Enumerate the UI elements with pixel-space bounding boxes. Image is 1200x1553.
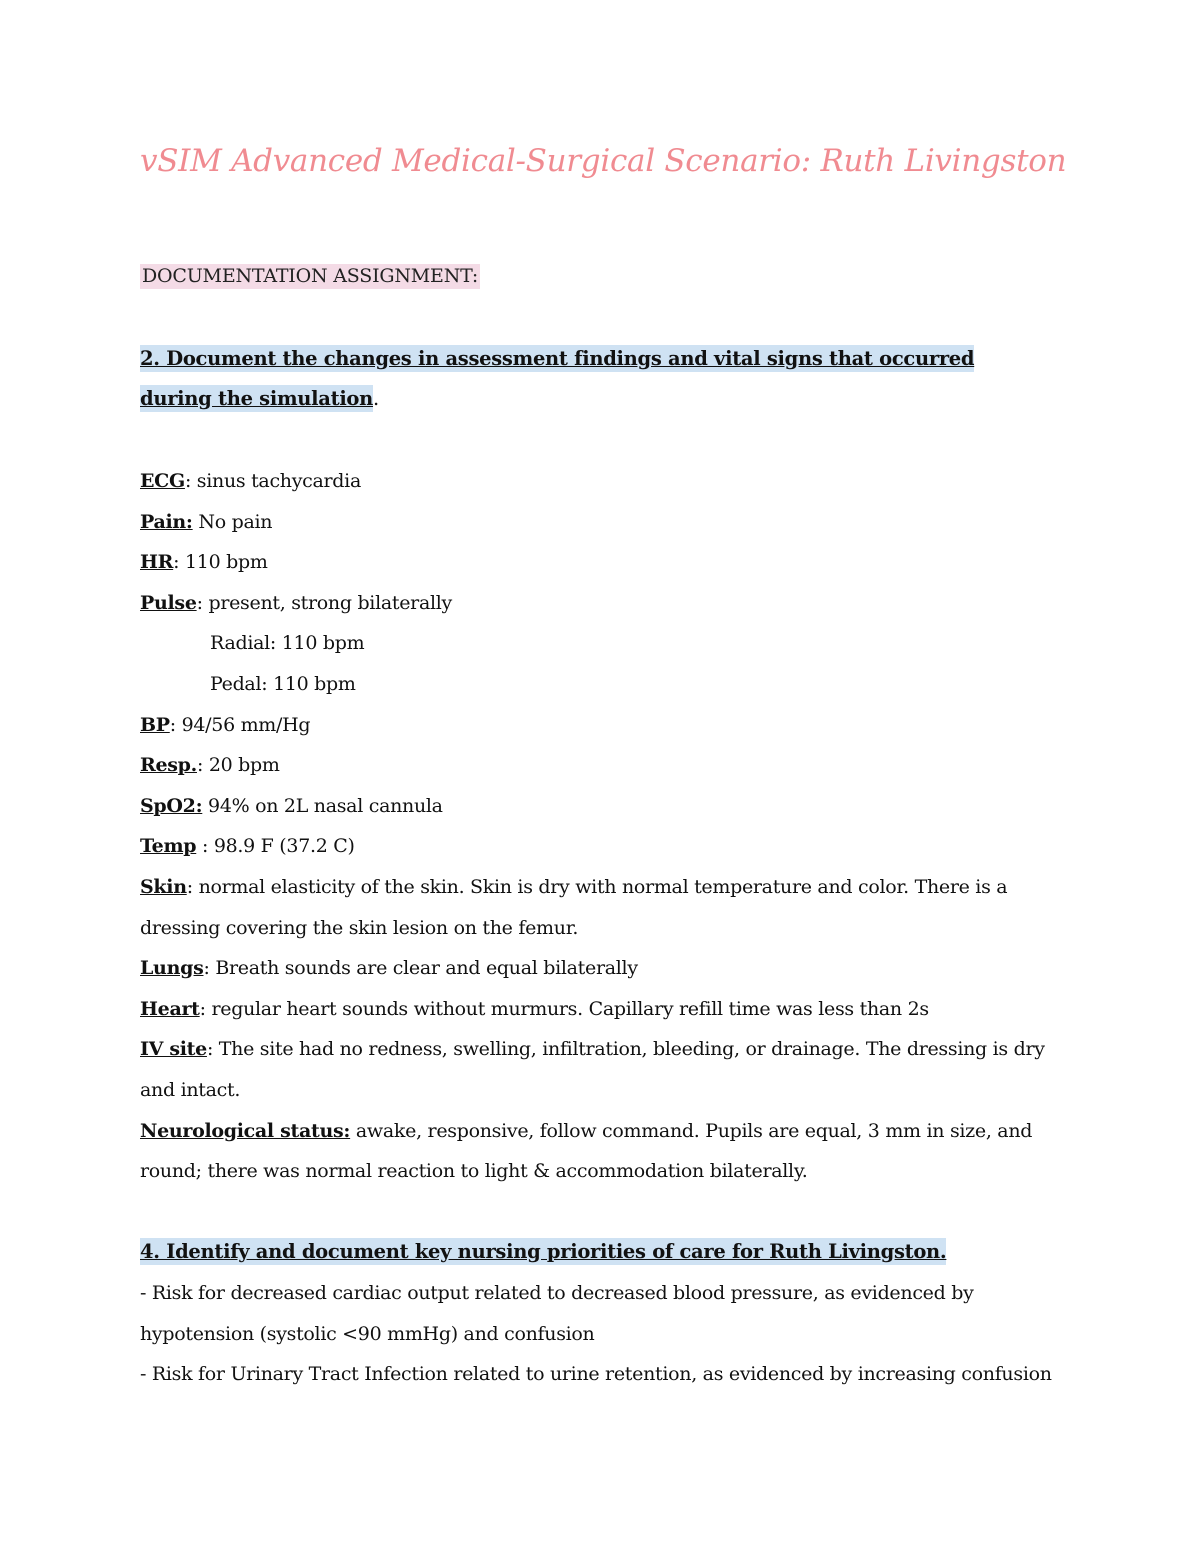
finding-text: 20 bpm — [203, 754, 280, 777]
finding-sep: : — [169, 713, 176, 736]
finding-spo2 — [140, 786, 1070, 827]
finding-text: 94/56 mm/Hg — [175, 713, 311, 736]
finding-text: present, strong bilaterally — [202, 591, 452, 614]
finding-neurological-status — [140, 1111, 1070, 1192]
finding-sep: : — [186, 875, 193, 898]
finding-text: regular heart sounds without murmurs. Capillary refill time was less than 2s — [205, 997, 929, 1020]
finding-label: Neurological status: — [140, 1119, 351, 1142]
finding-pulse — [140, 583, 1070, 624]
question-2-heading-text: 2. Document the changes in assessment findings and vital signs that occurred during the simulation — [140, 347, 975, 410]
finding-label: Skin — [140, 875, 187, 898]
priority-item: - Risk for Urinary Tract Infection related to urine retention, as evidenced by increasing confusion — [140, 1363, 1052, 1386]
finding-label: BP — [140, 713, 170, 736]
finding-label: Pulse — [140, 591, 197, 614]
finding-pain — [140, 502, 1070, 543]
document-title: vSIM Advanced Medical-Surgical Scenario: Ruth Livingston — [140, 143, 1067, 179]
assessment-findings — [140, 461, 1070, 1192]
finding-skin — [140, 867, 1070, 948]
finding-text: normal elasticity of the skin. Skin is dry with normal temperature and color. There is a dressing covering the skin lesion on the femur. — [140, 875, 1008, 939]
finding-bp — [140, 705, 1070, 746]
finding-label: Temp — [140, 835, 197, 858]
finding-sep: : — [196, 754, 204, 777]
finding-label: Lungs — [140, 957, 204, 980]
nursing-priorities — [140, 1273, 1070, 1395]
finding-label: IV site — [140, 1038, 207, 1061]
finding-label: Resp. — [140, 754, 197, 777]
question-2-heading-period: . — [373, 387, 379, 410]
finding-text: 98.9 F (37.2 C) — [208, 835, 355, 858]
finding-ecg — [140, 461, 1070, 502]
finding-iv-site — [140, 1029, 1070, 1110]
question-2-heading — [140, 339, 1040, 419]
finding-label: Heart — [140, 997, 200, 1020]
finding-label: Pain: — [140, 510, 193, 533]
finding-text: No pain — [192, 510, 273, 533]
finding-heart — [140, 989, 1070, 1030]
question-4-heading-text: 4. Identify and document key nursing priorities of care for Ruth Livingston. — [140, 1240, 947, 1263]
finding-sep: : — [196, 835, 209, 858]
finding-sep: : — [173, 551, 180, 574]
finding-temp — [140, 826, 1070, 867]
priority-item: - Risk for decreased cardiac output related to decreased blood pressure, as evidenced by hypotension (systolic <90 mmHg) and confusion — [140, 1282, 974, 1345]
finding-text: 94% on 2L nasal cannula — [202, 794, 443, 817]
finding-sep: : — [199, 997, 206, 1020]
finding-label: SpO2: — [140, 794, 203, 817]
finding-text: 110 bpm — [179, 551, 268, 574]
finding-lungs — [140, 948, 1070, 989]
question-4-heading — [140, 1232, 1040, 1272]
finding-sep: : — [203, 957, 210, 980]
finding-text: sinus tachycardia — [191, 470, 361, 492]
finding-resp — [140, 745, 1070, 786]
assignment-label: DOCUMENTATION ASSIGNMENT: — [142, 265, 479, 287]
finding-pulse-radial: Radial: 110 bpm — [210, 632, 365, 655]
finding-text: awake, responsive, follow command. Pupils are equal, 3 mm in size, and round; there was normal reaction to light & accommodation bilaterally. — [140, 1119, 1033, 1183]
finding-text: The site had no redness, swelling, infiltration, bleeding, or drainage. The dressing is dry and intact. — [140, 1038, 1045, 1101]
finding-pulse-pedal: Pedal: 110 bpm — [210, 672, 356, 695]
finding-label: HR — [140, 551, 174, 574]
finding-sep: : — [206, 1038, 214, 1061]
finding-label: ECG — [140, 470, 185, 492]
finding-text: Breath sounds are clear and equal bilaterally — [209, 957, 638, 980]
finding-sep: : — [196, 591, 203, 614]
finding-sep: : — [184, 470, 192, 492]
finding-hr — [140, 542, 1070, 583]
